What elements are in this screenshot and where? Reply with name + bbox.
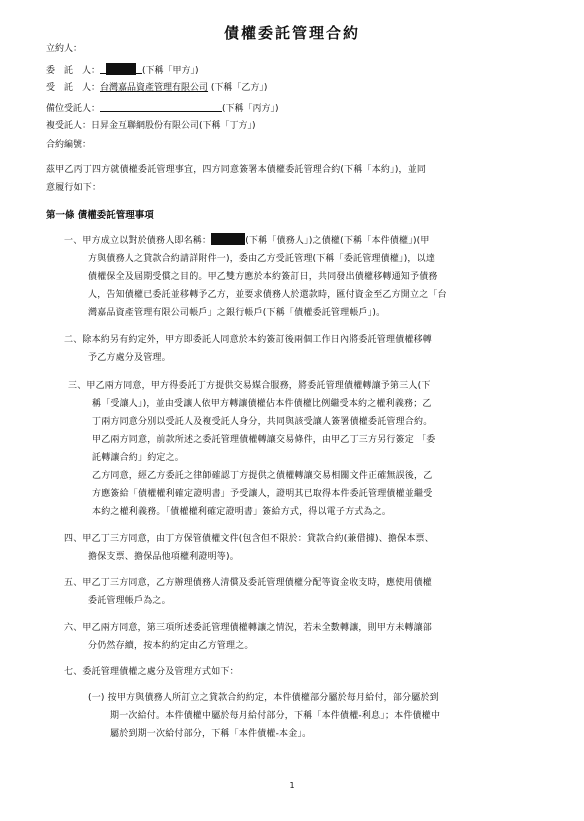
clause-line: 方與債務人之貸款合約請詳附件一)，委由乙方受託管理(下稱「委託管理債權」)，以達 (88, 254, 436, 264)
clause-line: 三、甲乙兩方同意，甲方得委託丁方提供交易媒合服務，將委託管理債權轉讓予第三人(下 (68, 381, 431, 391)
clause-line: (一) 按甲方與債務人所訂立之貸款合約約定，本件債權部分屬於每月給付，部分屬於到 (88, 693, 439, 703)
clause-1-continuation (88, 250, 558, 322)
clause-2-continuation (88, 349, 558, 367)
parties-header: 立約人： (46, 44, 83, 54)
party-b-line (46, 81, 267, 95)
clause-line: 方應簽給「債權權利確定證明書」予受讓人，證明其已取得本件委託管理債權並繼受 (92, 489, 433, 499)
contract-number-label: 合約編號： (46, 140, 92, 150)
clause-line: 期一次給付。本件債權中屬於每月給付部分，下稱「本件債權-利息」；本件債權中 (110, 711, 441, 721)
page-number: 1 (289, 781, 295, 790)
clause-line: 託轉讓合約」約定之。 (92, 453, 185, 463)
clause-line: 本約之權利義務。「債權權利確定證明書」簽給方式，得以電子方式為之。 (92, 507, 392, 517)
party-c-label: 備位受託人： (46, 104, 101, 114)
clause-line: 債權保全及屆期受償之目的。甲乙雙方應於本約簽訂日，共同發出債權移轉通知予債務 (88, 272, 438, 282)
clause-line: 委託管理帳戶為之。 (88, 596, 171, 606)
clause-line: 四、甲乙丁三方同意，由丁方保管債權文件(包含但不限於：貸款合約(兼借據)、擔保本票、 (64, 534, 434, 544)
clause-3-first (68, 377, 558, 395)
party-d-name: 日昇金互聯網股份有限公司 (91, 121, 200, 131)
clause-line: 丁兩方同意分別以受託人及複受託人身分，共同與該受讓人簽署債權委託管理合約。 (92, 417, 433, 427)
party-d-label: 複受託人： (46, 121, 92, 131)
section-heading: 第一條 債權委託管理事項 (46, 210, 154, 221)
party-c-line (46, 100, 279, 116)
clause-line (64, 232, 554, 250)
preamble-line: 茲甲乙丙丁四方就債權委託管理事宜，四方同意簽署本債權委託管理合約(下稱「本約」)，並同 (46, 165, 427, 175)
clause-line: 灣嘉品資產管理有限公司帳戶」之銀行帳戶(下稱「債權委託管理帳戶」)。 (88, 308, 386, 318)
party-c-suffix: (下稱「丙方」) (222, 104, 279, 114)
clause-line: 六、甲乙兩方同意，第三項所述委託管理債權轉讓之情況，若未全數轉讓，則甲方未轉讓部 (64, 623, 433, 633)
clause-7-sub-1-first (88, 689, 558, 707)
redacted-party-a (106, 63, 136, 75)
clause-7 (64, 663, 554, 681)
clause-line: 乙方同意，經乙方委託之律師確認丁方提供之債權轉讓交易相關文件正確無誤後，乙 (92, 471, 433, 481)
clause-7-sub-1-continuation (110, 707, 558, 743)
clause-6-continuation (88, 637, 558, 655)
party-b-name: 台灣嘉品資產管理有限公司 (100, 83, 209, 93)
clause-line: 稱「受讓人」)，並由受讓人依甲方轉讓債權佔本件債權比例繼受本約之權利義務；乙 (92, 399, 432, 409)
clause-text: (下稱「債務人」)之債權(下稱「本件債權」)(甲 (245, 236, 430, 246)
preamble-line: 意履行如下： (46, 183, 102, 193)
clause-2-first (64, 331, 554, 349)
clause-line: 分仍然存續，按本約約定由乙方管理之。 (88, 641, 254, 651)
clause-6-first (64, 619, 554, 637)
clause-5-continuation (88, 592, 558, 610)
document-title: 債權委託管理合約 (223, 24, 360, 42)
clause-4-first (64, 530, 554, 548)
redacted-debtor-name (211, 233, 245, 245)
clause-line: 二、除本約另有約定外，甲方即委託人同意於本約簽訂後兩個工作日內將委託管理債權移轉 (64, 335, 433, 345)
party-a-suffix: (下稱「甲方」) (142, 66, 199, 76)
clause-line: 五、甲乙丁三方同意，乙方辦理債務人清償及委託管理債權分配等資金收支時，應使用債權 (64, 578, 433, 588)
blank-line (100, 100, 222, 112)
clause-4-continuation (88, 548, 558, 566)
clause-line: 人，告知債權已委託並移轉予乙方，並要求債務人於還款時，匯付資金至乙方開立之「台 (88, 290, 447, 300)
clause-5-first (64, 574, 554, 592)
preamble (46, 161, 546, 197)
clause-line: 甲乙兩方同意，前款所述之委託管理債權轉讓交易條件，由甲乙丁三方另行簽定 「委 (92, 435, 436, 445)
clause-1 (64, 232, 554, 250)
party-d-suffix: (下稱「丁方」) (199, 121, 256, 131)
party-a-label: 委 託 人： (46, 66, 101, 76)
clause-line: 屬於到期一次給付部分，下稱「本件債權-本金」。 (110, 729, 312, 739)
clause-3-continuation (92, 395, 558, 521)
party-d-line (46, 119, 256, 133)
party-b-label: 受 託 人： (46, 83, 101, 93)
clause-line: 七、委託管理債權之處分及管理方式如下： (64, 667, 239, 677)
party-a-line (46, 62, 199, 78)
clause-text: 一、甲方成立以對於債務人即名稱： (64, 236, 212, 246)
clause-line: 擔保支票、擔保品他項權利證明等)。 (88, 552, 239, 562)
party-b-suffix: (下稱「乙方」) (210, 83, 268, 93)
clause-line: 予乙方處分及管理。 (88, 353, 171, 363)
